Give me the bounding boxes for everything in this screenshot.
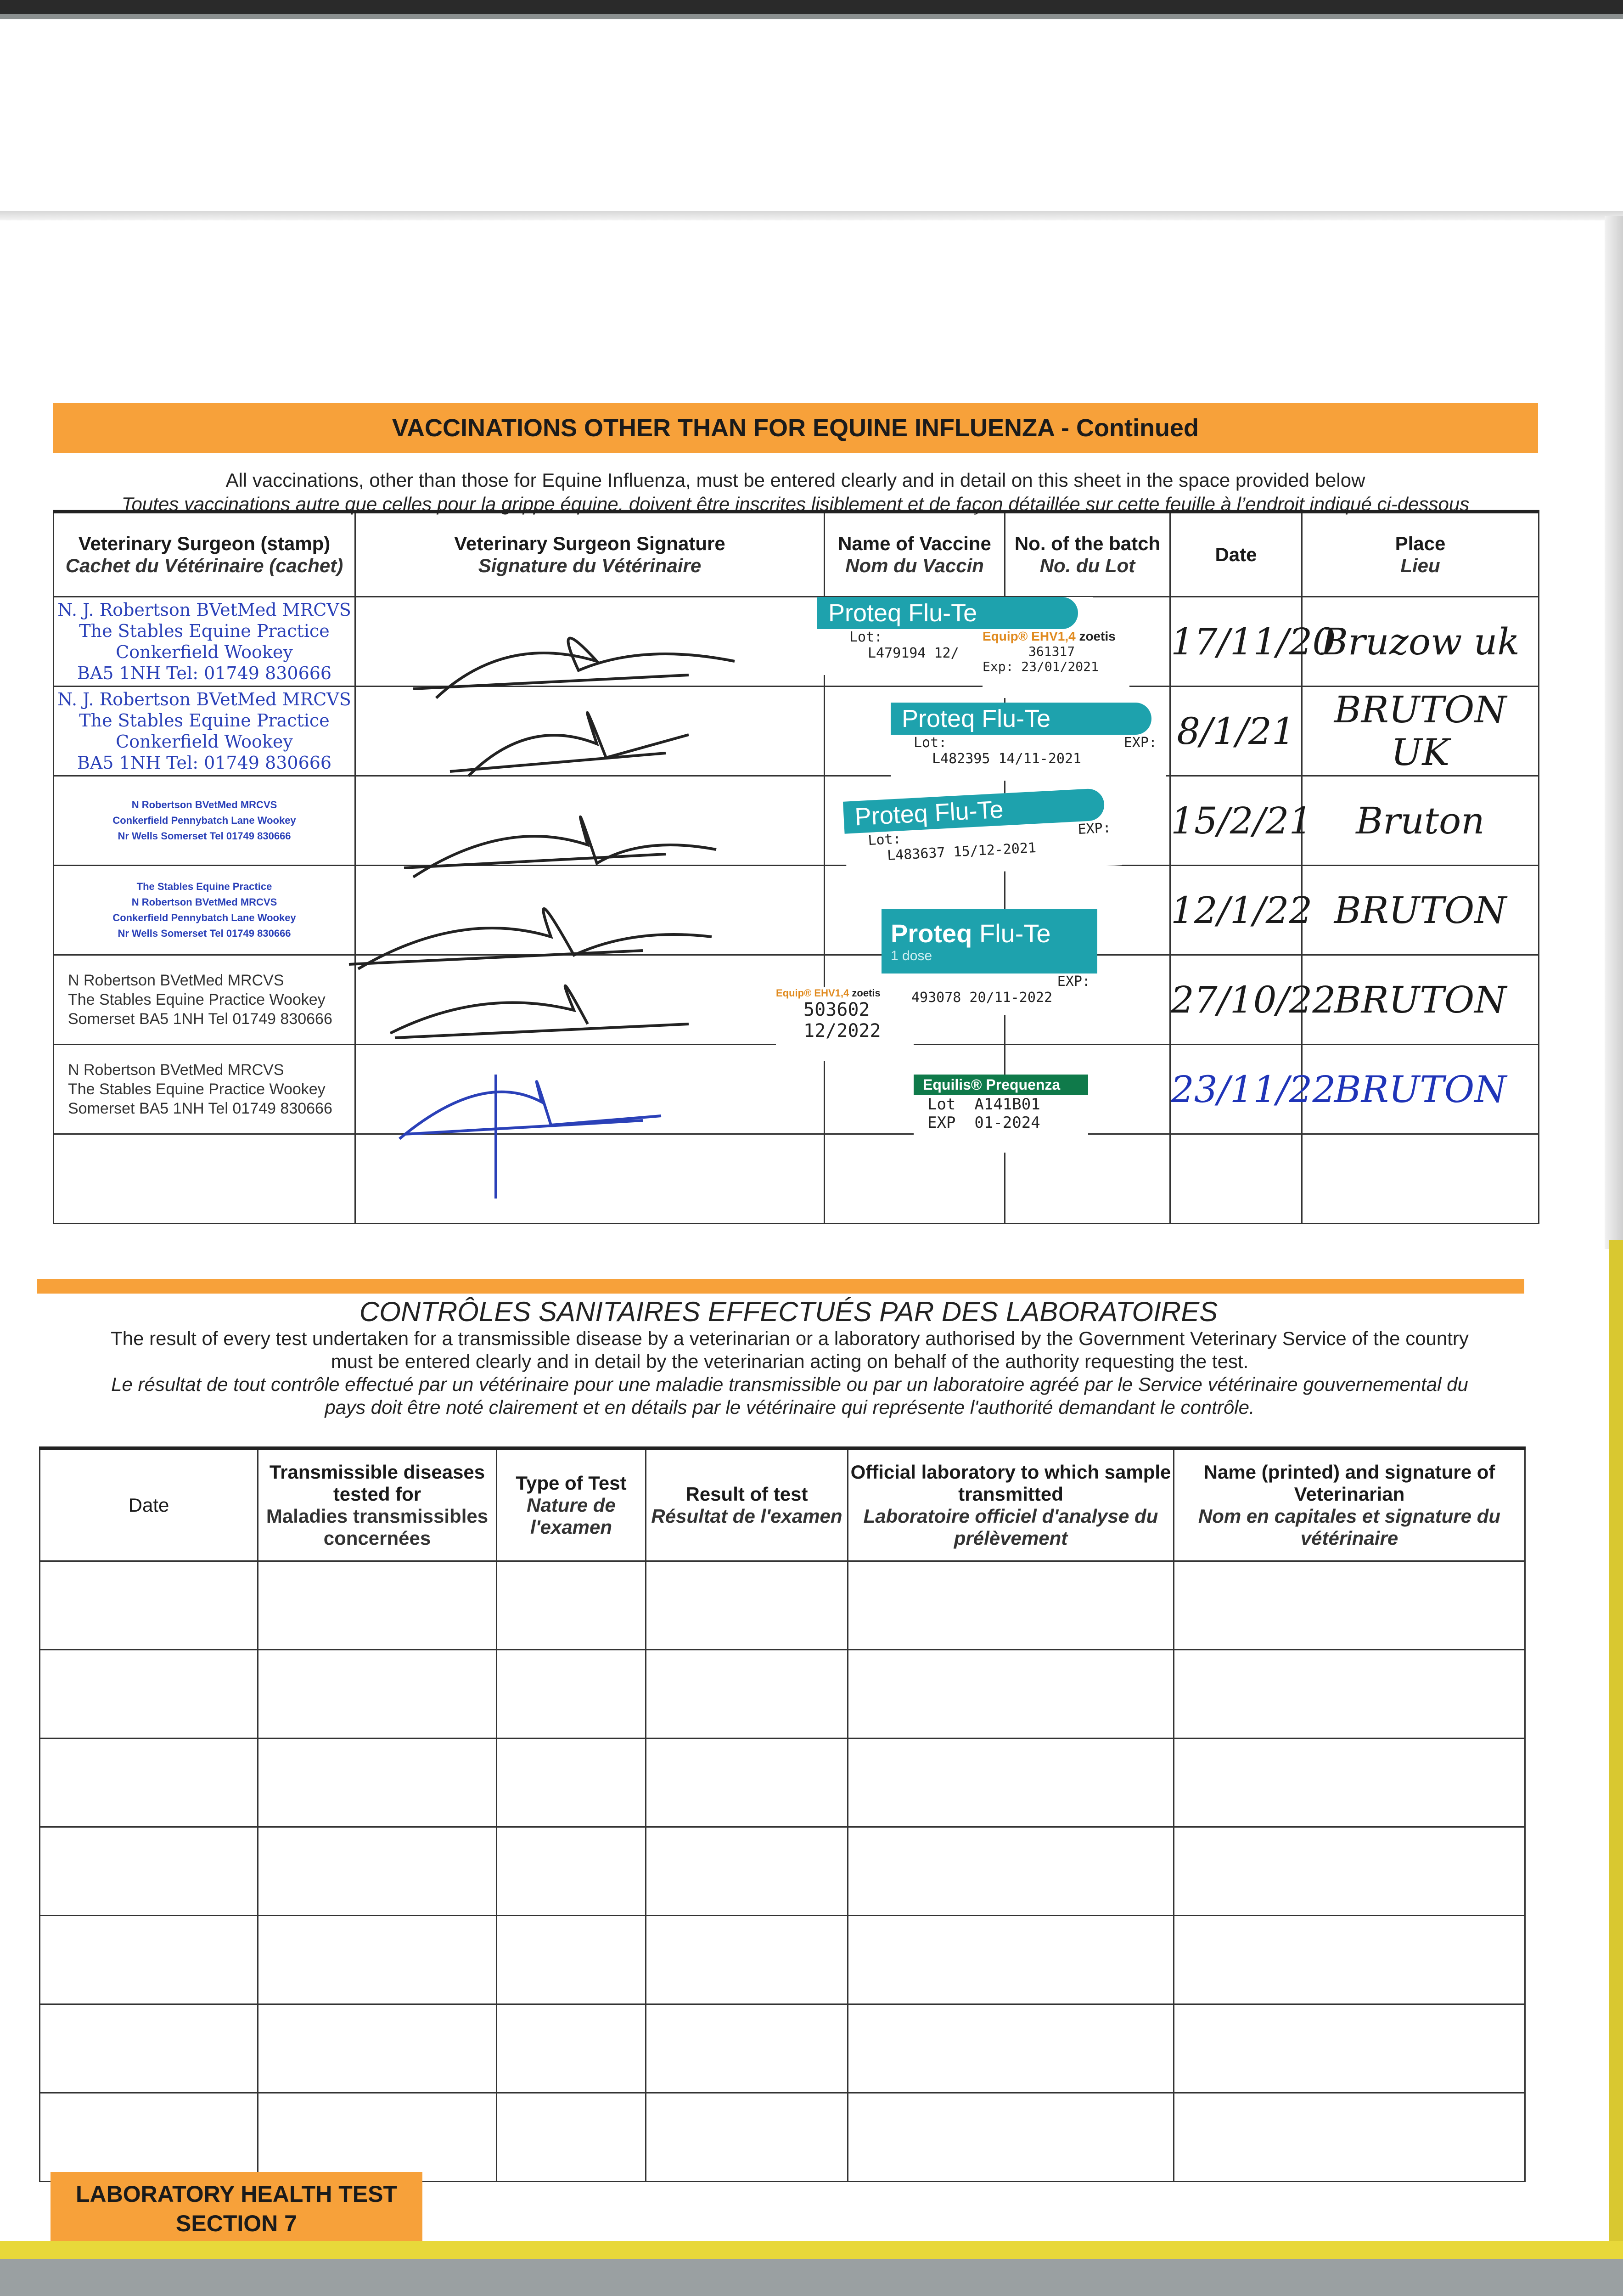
vaccinations-table — [53, 510, 1539, 1224]
laboratory-text-en-2: must be entered clearly and in detail by the veterinarian acting on behalf of the authority requesting the test. — [331, 1351, 1249, 1372]
vaccine-label: Equilis® Prequenza Lot A141B01 EXP 01-2024 — [914, 1075, 1088, 1153]
vaccine-label: Proteq Flu-Te Lot: L479194 12/ — [817, 597, 1093, 675]
vaccine-label: Proteq Flu-Te Lot: EXP: L482395 14/11-2021 — [891, 703, 1166, 781]
col-vet-signature: Veterinary Surgeon Signature Signature du Vétérinaire — [355, 512, 825, 597]
vaccination-row — [54, 866, 1539, 955]
laboratory-text-fr-2: pays doit être noté clairement et en détails par le vétérinaire qui représente l'authorité demandant le contrôle. — [325, 1396, 1255, 1418]
laboratory-row — [40, 1827, 1525, 1916]
vet-signature — [355, 955, 825, 1045]
vaccination-row — [54, 687, 1539, 776]
laboratory-header-row — [40, 1448, 1525, 1561]
vaccination-row — [54, 597, 1539, 687]
lab-col-vet-signature: Name (printed) and signature of Veterinarian Nom en capitales et signature du vétérinaire — [1174, 1448, 1525, 1561]
col-vaccine-name: Name of Vaccine Nom du Vaccin — [825, 512, 1005, 597]
vaccination-date: 17/11/20 — [1170, 597, 1302, 687]
laboratory-text-fr-1: Le résultat de tout contrôle effectué par un vétérinaire pour une maladie transmissible ou par un laboratoire agréé par le Service vétérinaire gouvernemental du — [111, 1373, 1468, 1395]
laboratory-table — [39, 1446, 1526, 2182]
col-place: Place Lieu — [1302, 512, 1539, 597]
vet-signature — [355, 866, 825, 955]
vet-signature — [355, 687, 825, 776]
cover-edge-right — [1609, 1240, 1623, 2250]
vaccination-date: 23/11/22 — [1170, 1045, 1302, 1134]
vaccinations-intro-fr: Toutes vaccinations autre que celles pour la grippe équine, doivent être inscrites lisiblement et de façon détaillée sur cette feuille à l’endroit indiqué ci-dessous — [121, 493, 1470, 515]
vet-stamp: N. J. Robertson BVetMed MRCVS The Stables Equine Practice Conkerfield Wookey BA5 1NH Tel: 01749 830666 — [54, 597, 355, 687]
lab-col-result: Result of test Résultat de l'examen — [646, 1448, 848, 1561]
scan-edge-top — [0, 0, 1623, 14]
lab-col-test-type: Type of Test Nature de l'examen — [497, 1448, 646, 1561]
laboratory-title-strip — [37, 1279, 1524, 1294]
section-label: LABORATORY HEALTH TEST SECTION 7 — [51, 2172, 422, 2245]
laboratory-row — [40, 1650, 1525, 1739]
vaccination-place: Bruzow uk — [1302, 597, 1539, 687]
page-edge-right — [1605, 216, 1623, 1249]
vaccine-label: Equip® EHV1,4 zoetis 361317 Exp: 23/01/2021 — [983, 629, 1129, 698]
laboratory-row — [40, 2004, 1525, 2093]
lab-col-date: Date — [40, 1448, 258, 1561]
scan-edge-gray — [0, 14, 1623, 19]
laboratory-row — [40, 2093, 1525, 2182]
vaccination-date: 27/10/22 — [1170, 955, 1302, 1045]
lab-col-diseases: Transmissible diseases tested for Maladies transmissibles concernées — [258, 1448, 497, 1561]
vaccination-date: 8/1/21 — [1170, 687, 1302, 776]
col-batch-no: No. of the batch No. du Lot — [1005, 512, 1170, 597]
vaccinations-title: VACCINATIONS OTHER THAN FOR EQUINE INFLUENZA - Continued — [53, 403, 1538, 453]
page-fold — [0, 211, 1623, 220]
vaccination-date: 12/1/22 — [1170, 866, 1302, 955]
vaccination-date: 15/2/21 — [1170, 776, 1302, 866]
lab-col-official-lab: Official laboratory to which sample transmitted Laboratoire officiel d'analyse du prélèvement — [848, 1448, 1174, 1561]
vaccination-row-empty — [54, 1134, 1539, 1224]
vaccination-place: BRUTON — [1302, 955, 1539, 1045]
laboratory-row — [40, 1916, 1525, 2004]
vaccination-place: BRUTON — [1302, 1045, 1539, 1134]
vet-signature — [355, 776, 825, 866]
col-vet-stamp: Veterinary Surgeon (stamp) Cachet du Vétérinaire (cachet) — [54, 512, 355, 597]
vet-signature — [355, 597, 825, 687]
vaccinations-intro-en: All vaccinations, other than those for Equine Influenza, must be entered clearly and in detail on this sheet in the space provided below — [225, 469, 1365, 491]
vaccinations-header-row — [54, 512, 1539, 597]
vet-stamp: N Robertson BVetMed MRCVS Conkerfield Pennybatch Lane Wookey Nr Wells Somerset Tel 01749 830666 — [54, 776, 355, 866]
cover-edge-bottom — [0, 2241, 1623, 2259]
vet-stamp: N. J. Robertson BVetMed MRCVS The Stables Equine Practice Conkerfield Wookey BA5 1NH Tel: 01749 830666 — [54, 687, 355, 776]
laboratory-row — [40, 1739, 1525, 1827]
laboratory-row — [40, 1561, 1525, 1650]
scan-edge-bottom — [0, 2259, 1623, 2296]
vaccine-label: Proteq Flu-Te Lot: EXP: L483637 15/12-2021 — [843, 787, 1122, 879]
laboratory-title-fr: CONTRÔLES SANITAIRES EFFECTUÉS PAR DES LABORATOIRES — [359, 1296, 1218, 1327]
vet-stamp: N Robertson BVetMed MRCVS The Stables Equine Practice Wookey Somerset BA5 1NH Tel 01749 830666 — [54, 955, 355, 1045]
vaccination-place: BRUTON UK — [1302, 687, 1539, 776]
vaccination-place: Bruton — [1302, 776, 1539, 866]
vaccination-place: BRUTON — [1302, 866, 1539, 955]
vaccination-row — [54, 776, 1539, 866]
vaccine-label: Equip® EHV1,4 zoetis 503602 12/2022 — [776, 987, 914, 1061]
vaccine-label: Proteq Flu-Te 1 dose — [882, 909, 1097, 974]
col-date: Date — [1170, 512, 1302, 597]
vet-stamp: N Robertson BVetMed MRCVS The Stables Equine Practice Wookey Somerset BA5 1NH Tel 01749 830666 — [54, 1045, 355, 1134]
vet-stamp: The Stables Equine Practice N Robertson BVetMed MRCVS Conkerfield Pennybatch Lane Wookey Nr Wells Somerset Tel 01749 830666 — [54, 866, 355, 955]
vaccine-label: EXP: 493078 20/11-2022 — [911, 974, 1095, 1015]
vet-signature — [355, 1045, 825, 1134]
laboratory-text-en-1: The result of every test undertaken for a transmissible disease by a veterinarian or a laboratory authorised by the Government Veterinary Service of the country — [111, 1328, 1469, 1349]
